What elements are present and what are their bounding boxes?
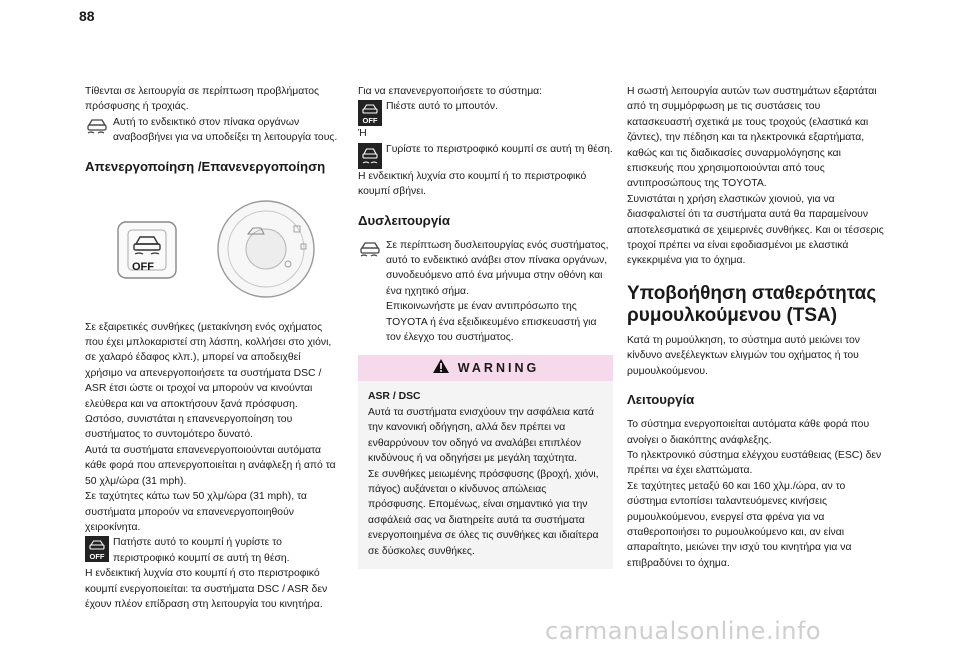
- deactivation-body: Σε εξαιρετικές συνθήκες (μετακίνηση ενός οχήματος που έχει μπλοκαριστεί στη λάσπη, κολλήσει στο χιόνι, σε χαλαρό έδαφος κλπ.), μπορεί να αποδειχθεί χρήσιμο να απενεργοποιήσετε τα συστήματα DSC / ASR έτσι ώστε οι τροχοί να μπορούν να κινούνται ελεύθερα και να αποκτήσουν ξανά πρόσφυση. Ωστόσο, συνιστάται η επανενεργοποίηση του συστήματος το συντομότερο δυνατό. Αυτά τα συστήματα επανενεργοποιούνται αυτόματα κάθε φορά που απενεργοποιείται η ανάφλεξη ή από τα 50 χλμ/ώρα (31 mph). Σε ταχύτητες κάτω των 50 χλμ/ώρα (31 mph), τα συστήματα μπορούν να επανενεργοποιηθούν χειροκίνητα.: [85, 321, 336, 533]
- indicator-text: Αυτή το ενδεικτικό στον πίνακα οργάνων αναβοσβήνει για να υποδείξει τη λειτουργία τους.: [113, 116, 338, 144]
- off-icon-label: OFF: [89, 552, 105, 562]
- press-button-row: [85, 535, 340, 566]
- section-heading-operation: Λειτουργία: [627, 392, 695, 408]
- warning-triangle-icon: [432, 358, 450, 379]
- skid-car-icon: [358, 239, 382, 263]
- warning-body: [358, 381, 613, 568]
- warning-title: WARNING: [457, 361, 540, 376]
- maintenance-body: Η σωστή λειτουργία αυτών των συστημάτων εξαρτάται από τη συμμόρφωση με τις συστάσεις του κατασκευαστή σχετικά με τους τροχούς (ελαστικά και ζάντες), την πέδηση και τα ηλεκτρονικά εξαρτήματα, καθώς και τις διαδικασίες συναρμολόγησης και επισκευής που χρησιμοποιούνται από τους αντιπροσώπους της TOYOTA. Συνιστάται η χρήση ελαστικών χιονιού, για να διασφαλιστεί ότι τα συστήματα αυτά θα παραμείνουν αποτελεσματικά σε χειμερινές συνθήκες. Και οι τέσσερις τροχοί πρέπει να είναι εφοδιασμένοι με ελαστικά εγκεκριμένα για το όχημα.: [627, 86, 884, 267]
- press-button-text: Πατήστε αυτό το κουμπί ή γυρίστε το περιστροφικό κουμπί σε αυτή τη θέση.: [113, 537, 290, 564]
- reactivation-intro: Για να επανενεργοποιήσετε το σύστημα:: [358, 86, 543, 97]
- malfunction-row: [358, 238, 613, 346]
- warning-header: [358, 355, 613, 381]
- press-button-row-2: [358, 99, 613, 126]
- operation-text: Το σύστημα ενεργοποιείται αυτόματα κάθε φορά που ανοίγει ο διακόπτης ανάφλεξης. Το ηλεκτρονικό σύστημα ελέγχου ευστάθειας (ESC) δεν πρέπει να έχει ελαττώματα. Σε ταχύτητες μεταξύ 60 και 160 χλμ./ώρα, αν το σύστημα εντοπίσει ταλαντευόμενες κινήσεις ρυμουλκούμενου, ενεργεί στα φρένα για να σταθεροποιήσει το ρυμουλκούμενο και, αν είναι απαραίτητο, μειώνει την ισχύ του κινητήρα για να επιβραδύνει το όχημα.: [627, 419, 882, 569]
- indicator-on-text: Η ενδεικτική λυχνία στο κουμπί ή στο περιστροφικό κουμπί ενεργοποιείται: τα συστήματα DSC / ASR δεν έχουν πλέον επίδραση στη λειτουργία του κινητήρα.: [85, 568, 328, 610]
- esp-off-icon: [85, 536, 109, 562]
- malfunction-text: Σε περίπτωση δυσλειτουργίας ενός συστήματος, αυτό το ενδεικτικό ανάβει στον πίνακα οργάνων, συνοδευόμενο από ένα μήνυμα στην οθόνη και ένα ηχητικό σήμα. Επικοινωνήστε με έναν αντιπρόσωπο της TOYOTA ή ένα εξειδικευμένο επισκευαστή για τον έλεγχο του συστήματος.: [386, 239, 609, 344]
- skid-car-icon: [85, 116, 109, 140]
- column-2: [358, 84, 613, 569]
- warning-text: Αυτά τα συστήματα ενισχύουν την ασφάλεια κατά την κανονική οδήγηση, αλλά δεν πρέπει να ενθαρρύνουν τον οδηγό να αναλάβει επιπλέον κινδύνους ή να οδηγήσει με μεγάλη ταχύτητα. Σε συνθήκες μειωμένης πρόσφυσης (βροχή, χιόνι, πάγος) αυξάνεται ο κίνδυνος απώλειας πρόσφυσης. Επομένως, είναι σημαντικό για την ασφάλειά σας να διατηρείτε αυτά τα συστήματα ενεργοποιημένα σε όλες τις συνθήκες και ιδιαίτερα σε δύσκολες συνθήκες.: [368, 406, 599, 557]
- tsa-intro: Κατά τη ρυμούλκηση, το σύστημα αυτό μειώνει τον κίνδυνο ανεξέλεγκτων ελιγμών του οχήματος ή του ρυμουλκούμενου.: [627, 334, 860, 377]
- turn-knob-row: [358, 142, 613, 169]
- or-text: Ή: [358, 128, 367, 140]
- turn-knob-text: Γυρίστε το περιστροφικό κουμπί σε αυτή τη θέση.: [386, 143, 613, 155]
- watermark: carmanualsonline.info: [545, 617, 822, 645]
- indicator-off-text: Η ενδεικτική λυχνία στο κουμπί ή το περιστροφικό κουμπί σβήνει.: [358, 170, 587, 198]
- off-icon-label-2: OFF: [362, 116, 378, 126]
- illustration-off-label: OFF: [132, 261, 154, 273]
- esp-off-icon: [358, 143, 382, 169]
- press-button-text-2: Πιέστε αυτό το μπουτόν.: [386, 101, 498, 113]
- indicator-row: [85, 115, 340, 146]
- column-1: [85, 84, 340, 612]
- controls-illustration: [85, 184, 340, 314]
- page-number: 88: [79, 8, 95, 24]
- column-3: [627, 84, 885, 571]
- section-heading-malfunction: Δυσλειτουργία: [358, 212, 450, 228]
- esp-off-icon: [358, 100, 382, 126]
- intro-text: Τίθενται σε λειτουργία σε περίπτωση προβλήματος πρόσφυσης ή τροχιάς.: [85, 86, 320, 113]
- section-heading-deactivation: Απενεργοποίηση /Επανενεργοποίηση: [85, 158, 326, 174]
- warning-subtitle: ASR / DSC: [368, 391, 421, 403]
- tsa-section-title: Υποβοήθηση σταθερότητας ρυμουλκούμενου (TSA): [627, 282, 877, 326]
